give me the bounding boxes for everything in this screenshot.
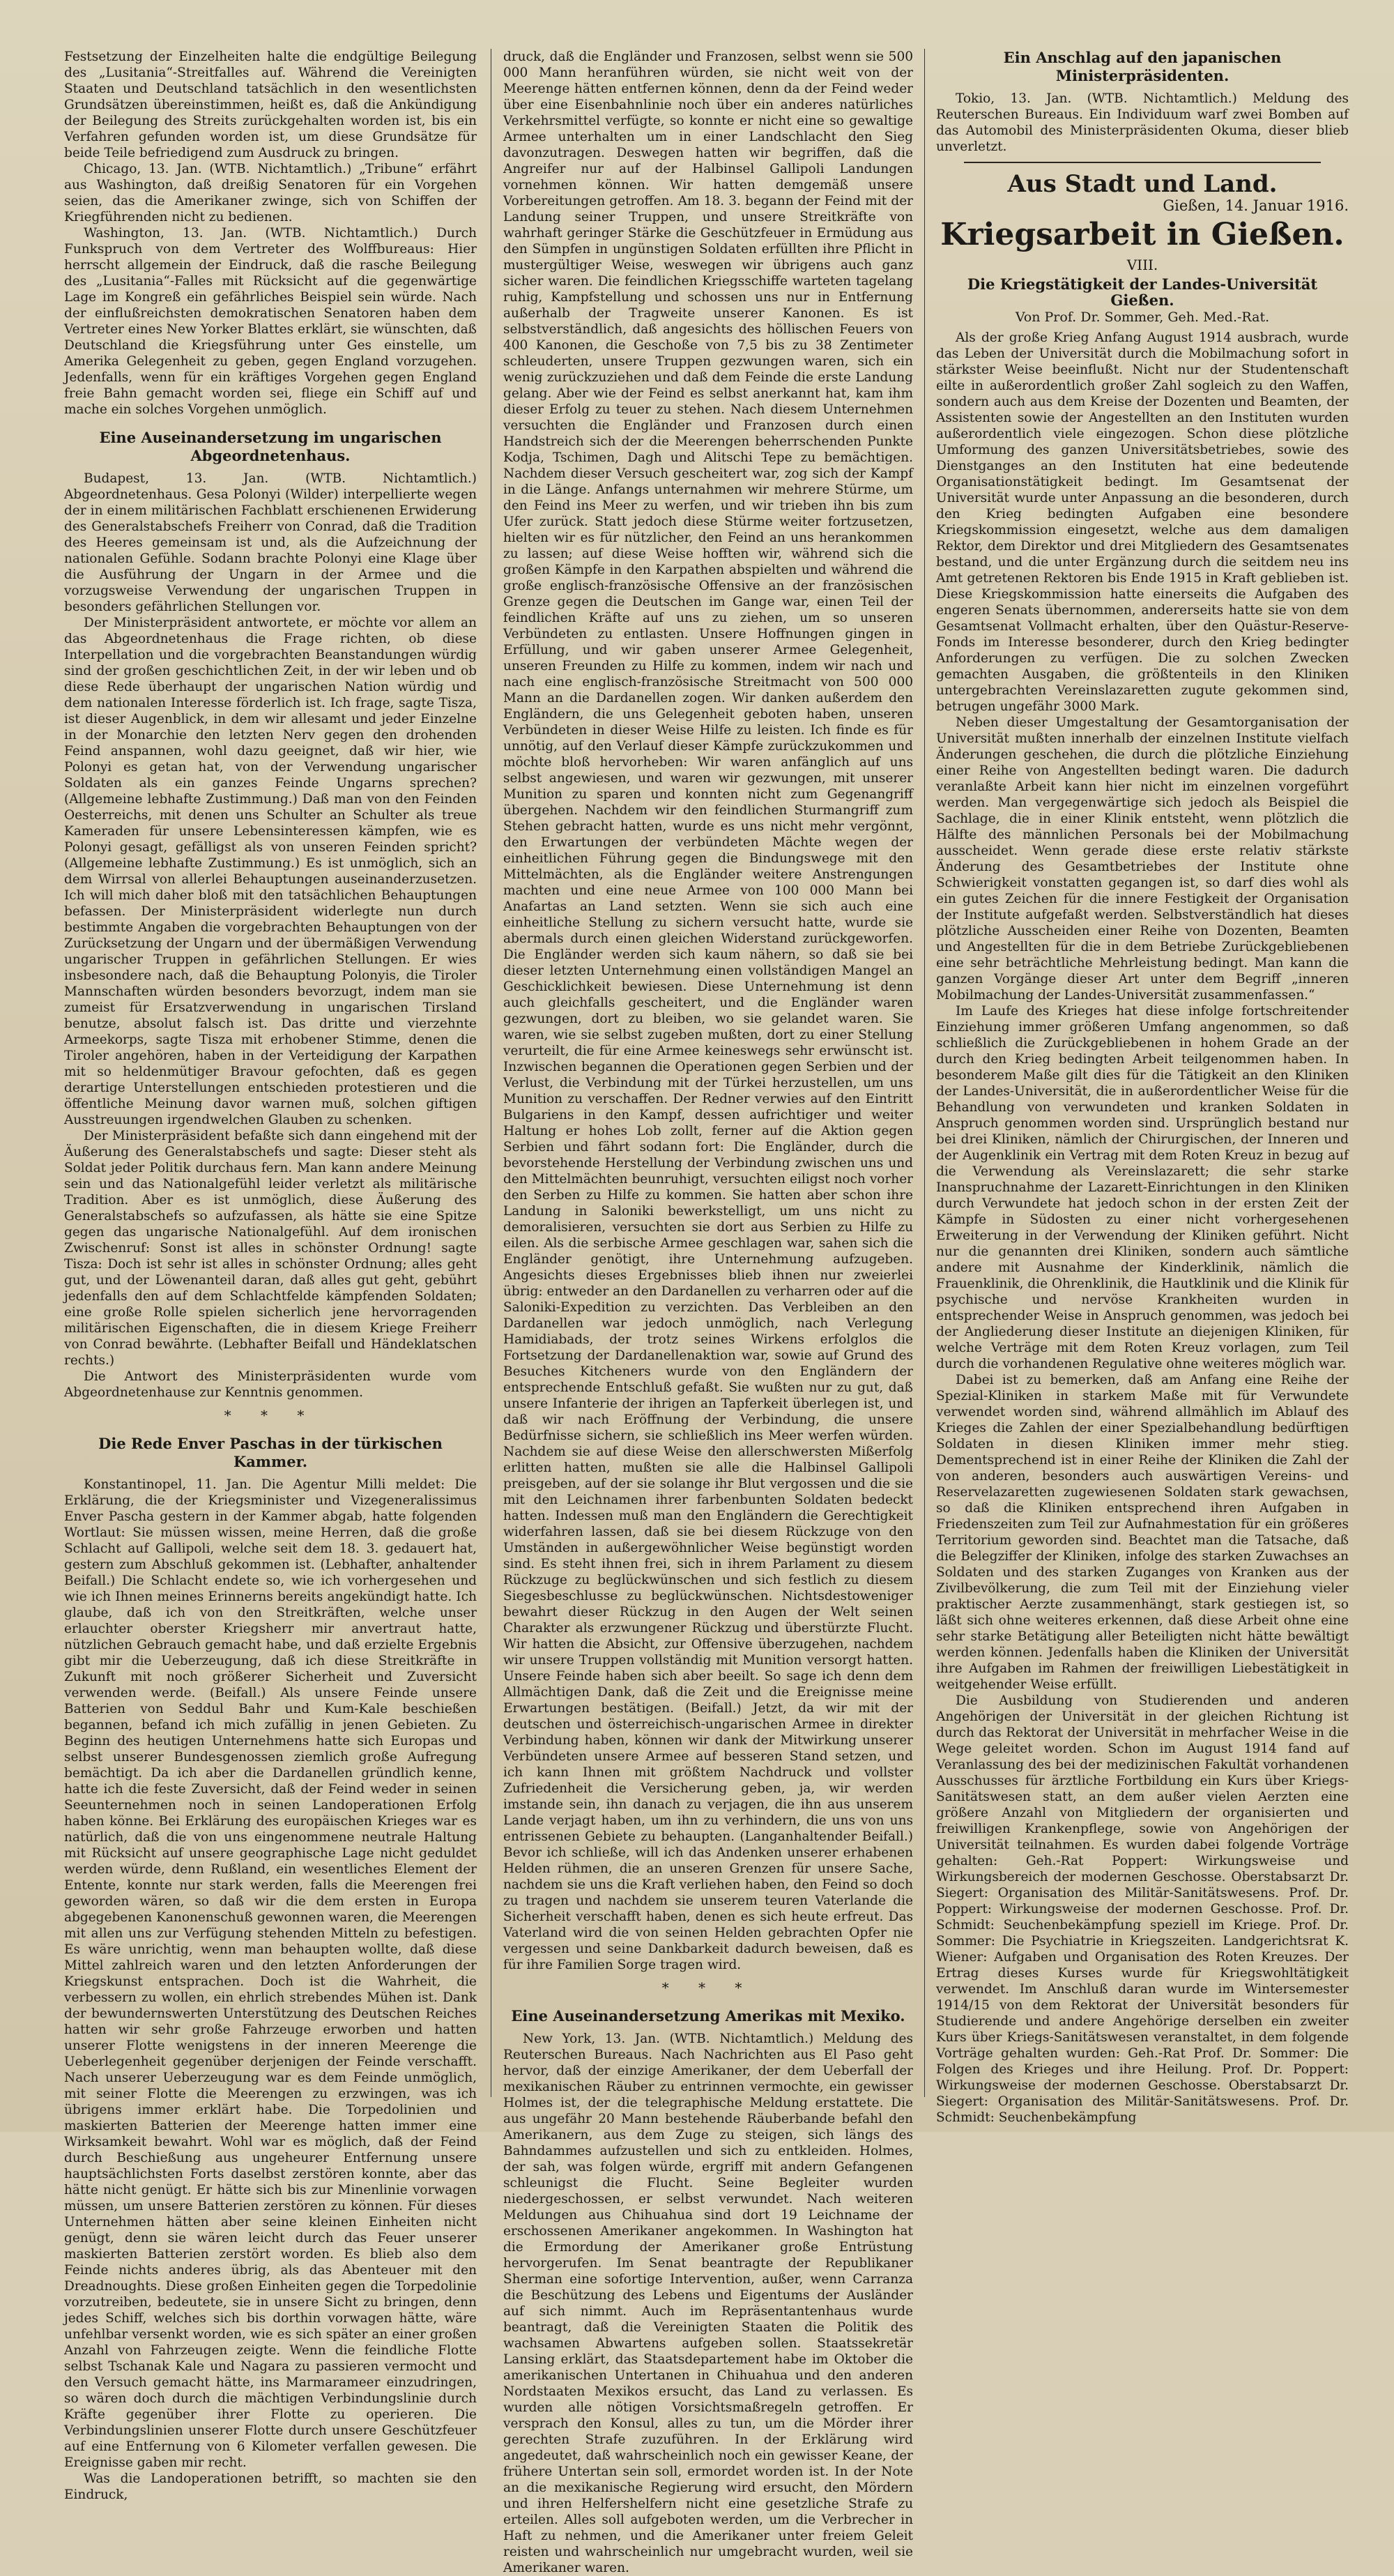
washington-report: Washington, 13. Jan. (WTB. Nichtamtlich.) Durch Funkspruch von dem Vertreter des Wolffbureaus: Hier herrscht allgemein der Eindruck, daß die rasche Beilegung des „Lusitania“-Falles mit Rücksicht auf die gegenwärtige Lage im Kongreß ein gefährliches Beispiel sein würde. Nach der einflußreichsten demokratischen Senatoren haben dem Vertreter eines New Yorker Blattes erklärt, sie wünschten, daß Deutschland die Kriegsführung unter Ges einstelle, um Amerika Gelegenheit zu geben, gegen England vorzugehen. Jedenfalls, wenn für ein kräftiges Vorgehen gegen England freie Bahn gemacht worden sei, fliege ein Schiff auf und mache ein solches Vorgehen unmöglich. — [64, 226, 477, 417]
feature-title: Kriegsarbeit in Gießen. — [940, 217, 1345, 252]
tisza-conclusion: Die Antwort des Ministerpräsidenten wurde vom Abgeordnetenhause zur Kenntnis genommen. — [64, 1369, 477, 1400]
article-heading-hungary: Eine Auseinandersetzung im ungarischen Abgeordnetenhaus. — [99, 429, 442, 464]
chicago-report: Chicago, 13. Jan. (WTB. Nichtamtlich.) „Tribune“ erfährt aus Washington, daß dreißig Senatoren für ein Vorgehen seien, das die Amerikaner zwinge, sich von Schiffen der Kriegführenden nicht zu bedienen. — [64, 162, 477, 224]
mexico-report: New York, 13. Jan. (WTB. Nichtamtlich.) Meldung des Reuterschen Bureaus. Nach Nachrichten aus El Paso geht hervor, daß der einzige Amerikaner, der dem Ueberfall der mexikanischen Räuber zu entrinnen vermochte, ein gewisser Holmes ist, der die telegraphische Meldung erstattete. Die aus ungefähr 20 Mann bestehende Räuberbande befahl den Amerikanern, aus dem Zuge zu steigen, sich längs des Bahndammes aufzustellen und sich zu entkleiden. Holmes, der sah, was folgen würde, ergriff mit andern Gefangenen schleunigst die Flucht. Seine Begleiter wurden niedergeschossen, er selbst verwundet. Nach weiteren Meldungen aus Chihuahua sind dort 19 Leichname der erschossenen Amerikaner angekommen. In Washington hat die Ermordung der Amerikaner große Entrüstung hervorgerufen. Im Senat beantragte der Republikaner Sherman eine sofortige Intervention, außer, wenn Carranza die Beschützung des Lebens und Eigentums der Ausländer auf sich nimmt. Auch im Repräsentantenhaus wurde beantragt, daß die Vereinigten Staaten die Politik des wachsamen Abwartens aufgeben sollen. Staatssekretär Lansing erklärt, das Staatsdepartement habe im Oktober die amerikanischen Untertanen in Chihuahua und den anderen Nordstaaten Mexikos ersucht, das Land zu verlassen. Es wurden alle nötigen Vorsichtsmaßregeln getroffen. Er versprach den Konsul, alles zu tun, um die Mörder ihrer gerechten Strafe zuzuführen. In der Erklärung wird angedeutet, daß wahrscheinlich noch ein gewisser Keane, der frühere Untertan sein soll, ermordet worden ist. In der Note an die mexikanische Regierung wird ersucht, den Mördern und ihren Helfershelfern nicht eine gesetzliche Strafe zu erteilen. Alles soll aufgeboten werden, um die Verbrecher in Haft zu nehmen, und die Amerikaner unter freiem Geleit reisten und wahrscheinlich nur umgebracht wurden, weil sie Amerikaner waren. — [503, 2032, 913, 2575]
column-rule — [924, 49, 925, 2097]
enver-speech: Konstantinopel, 11. Jan. Die Agentur Milli meldet: Die Erklärung, die der Kriegsminister und Vizegeneralissimus Enver Pascha gestern in der Kammer abgab, hatte folgenden Wortlaut: Sie müssen wissen, meine Herren, daß die große Schlacht auf Gallipoli, welche seit dem 18. 3. gedauert hat, gestern zum Abschluß gekommen ist. (Lebhafter, anhaltender Beifall.) Die Schlacht endete so, wie ich vorhergesehen und wie ich Ihnen meines Erinnerns bereits angekündigt hatte. Ich glaube, daß ich von den Streitkräften, welche unser erlauchter oberster Kriegsherr mir anvertraut hatte, nützlichen Gebrauch gemacht habe, und daß erzielte Ergebnis gibt mir die Ueberzeugung, daß ich diese Streitkräfte in Zukunft mit noch größerer Sicherheit und Zuversicht verwenden werde. (Beifall.) Als unsere Feinde unsere Batterien von Seddul Bahr und Kum-Kale beschießen begannen, befand ich mich zufällig in jenen Gebieten. Zu Beginn des heutigen Unternehmens hatte sich Europas und selbst unserer Bundesgenossen ziemlich große Aufregung bemächtigt. Da ich aber die Dardanellen gründlich kenne, hatte ich die feste Zuversicht, daß der Feind weder in seinen Seeunternehmen noch in seinen Landoperationen Erfolg haben könne. Bei Erklärung des europäischen Krieges war es natürlich, daß die von uns eingenommene neutrale Haltung mit Rücksicht auf unsere geographische Lage nicht geduldet werden würde, denn Rußland, ein wesentliches Element der Entente, konnte nur stark werden, falls die Meerengen frei geworden wären, so daß wir die dem ersten in Europa abgegebenen Kanonenschuß gewonnen waren, die Meerengen mit allen uns zur Verfügung stehenden Mitteln zu befestigen. Es wäre unrichtig, wenn man behaupten wollte, daß diese Mittel zahlreich waren und den letzten Anforderungen der Kriegskunst entsprachen. Doch ist die Wahrheit, die verbessern zu wollen, ein ehrlich strebendes Mühen ist. Dank der bewundernswerten Unterstützung des Deutschen Reiches hatten wir sehr große Fahrzeuge erworben und hatten unserer Flotte wenigstens in der inneren Meerenge die Ueberlegenheit gegenüber derjenigen der Feinde verschafft. Nach unserer Ueberzeugung war es dem Feinde unmöglich, mit seiner Flotte die Meerengen zu erzwingen, was ich übrigens immer erklärt habe. Die Torpedolinien und maskierten Batterien der Meerenge hatten immer eine Wirksamkeit bewahrt. Wohl war es möglich, daß der Feind durch Beschießung aus ungeheurer Entfernung unsere hauptsächlichsten Forts daselbst zerstören konnte, aber das hätte nicht genügt. Er hätte sich bis zur Minenlinie vorwagen müssen, um unsere Batterien zerstören zu können. Für dieses Unternehmen hätten aber seine kleinen Einheiten nicht genügt, denn sie wären leicht durch das Feuer unserer maskierten Batterien zerstört worden. Es blieb also dem Feinde nichts anderes übrig, als das Abenteuer mit den Dreadnoughts. Diese großen Einheiten gegen die Torpedolinie vorzutreiben, bedeutete, sie in unsere Sicht zu bringen, denn jedes Schiff, welches sich bis dorthin vorwagen hätte, wäre unfehlbar versenkt worden, wie es sich später an einer großen Anzahl von Fahrzeugen zeigte. Wenn die feindliche Flotte selbst Tschanak Kale und Nagara zu passieren vermocht und den Versuch gemacht hätte, ins Marmarameer einzudringen, so wären doch durch die mächtigen Verbindungslinie durch Kräfte gegenüber ihrer Flotte zu operieren. Die Verbindungslinien unserer Flotte durch unsere Geschützfeuer auf eine Entfernung von 6 Kilometer verfallen gewesen. Die Ereignisse gaben mir recht. — [64, 1477, 477, 2470]
enver-speech-continued: druck, daß die Engländer und Franzosen, selbst wenn sie 500 000 Mann heranführen würden, sie nicht weit von der Meerenge hätten entfernen können, denn da der Feind weder über eine Eisenbahnlinie noch über ein anderes natürliches Verkehrsmittel verfügte, so konnte er nicht eine so gewaltige Armee unterhalten um in einer Landschlacht den Sieg davonzutragen. Deswegen hatten wir begriffen, daß die Angreifer nur auf der Halbinsel Gallipoli Landungen vornehmen können. Wir hatten demgemäß unsere Vorbereitungen getroffen. Am 18. 3. begann der Feind mit der Landung seiner Truppen, und unsere Streitkräfte von wahrhaft geringer Stärke die Geschützfeuer in Ermüdung aus den Sümpfen in ungünstigen Soldaten erfüllten ihre Pflicht in mustergültiger Weise, weswegen wir übrigens auch ganz sicher waren. Die feindlichen Kriegsschiffe warteten tagelang ruhig, Kampfstellung und schossen uns nur in Entfernung außerhalb der Tragweite unserer Kanonen. Es ist selbstverständlich, daß angesichts des höllischen Feuers von 400 Kanonen, die Geschoße von 7,5 bis zu 38 Zentimeter schleuderten, unsere Truppen gezwungen waren, sich ein wenig zurückzuziehen und daß dem Feinde die erste Landung gelang. Aber wie der Feind es selbst anerkannt hat, kam ihm dieser Erfolg zu teuer zu stehen. Nach diesem Unternehmen versuchten die Engländer und Franzosen durch einen Handstreich sich der die Meerengen beherrschenden Punkte Kodja, Tschimen, Dagh und Alitschi Tepe zu bemächtigen. Nachdem dieser Versuch gescheitert war, zog sich der Kampf in die Länge. Anfangs unternahmen wir mehrere Stürme, um den Feind ins Meer zu werfen, und wir trieben ihn bis zum Ufer zurück. Statt jedoch diese Stürme weiter fortzusetzen, hielten wir es für nützlicher, den Feind an uns herankommen zu lassen; auf diese Weise hofften wir, während sich die großen Kämpfe in den Karpathen abspielten und während die große englisch-französische Offensive an der französischen Grenze gegen die Deutschen im Gange war, einen Teil der feindlichen Kräfte auf uns zu ziehen, um so unseren Verbündeten zu entlasten. Unsere Hoffnungen gingen in Erfüllung, und wir gaben unserer Armee Gelegenheit, unseren Freunden zu Hilfe zu kommen, indem wir nach und nach eine englisch-französische Streitmacht von 500 000 Mann an die Dardanellen zogen. Wir danken außerdem den Engländern, die uns Gelegenheit geboten haben, unseren Verbündeten in dieser Weise Hilfe zu leisten. Ich finde es für unnötig, auf den Verlauf dieser Kämpfe zurückzukommen und möchte bloß hervorheben: Wir waren anfänglich auf uns selbst angewiesen, und waren wir gezwungen, mit unserer Munition zu sparen und konnten nicht zum Gegenangriff übergehen. Nachdem wir den feindlichen Sturmangriff zum Stehen gebracht hatten, wurde es uns nicht mehr vergönnt, den Erwartungen der verbündeten Mächte wegen der einheitlichen Führung gegen die Bindungswege mit den Mittelmächten, als die Engländer weitere Anstrengungen machten und eine neue Armee von 100 000 Mann bei Anafartas an Land setzten. Wenn sie sich auch eine einheitliche Stellung zu sichern versucht hatte, wurde sie abermals durch einen gleichen Widerstand zurückgeworfen. Die Engländer werden sich kaum nähern, so daß sie bei dieser letzten Unternehmung einen vollständigen Mangel an Geschicklichkeit bewiesen. Diese Unternehmung ist denn auch gleichfalls gescheitert, und die Engländer waren gezwungen, dort zu bleiben, wo sie gelandet waren. Sie waren, wie sie selbst zugeben mußten, dort zu einer Stellung verurteilt, die für eine Armee keineswegs sehr erwünscht ist. Inzwischen begannen die Operationen gegen Serbien und der Verlust, die Verbindung mit der Türkei herzustellen, um uns Munition zu verschaffen. Der Redner verwies auf den Eintritt Bulgariens in den Kampf, dessen aufrichtiger und weiter Haltung er hohes Lob zollt, ferner auf die Aktion gegen Serbien und fährt sodann fort: Die Engländer, durch die bevorstehende Herstellung der Verbindung zwischen uns und den Mittelmächten beunruhigt, versuchten eiligst noch vorher den Serben zu Hilfe zu kommen. Sie hatten aber schon ihre Landung in Saloniki bewerkstelligt, um uns nicht zu demoralisieren, versuchten sie dort aus Serbien zu Hilfe zu eilen. Als die serbische Armee geschlagen war, sahen sich die Engländer genötigt, ihre Unternehmung aufzugeben. Angesichts dieses Ergebnisses blieb ihnen nur zweierlei übrig: entweder an den Dardanellen zu verharren oder auf die Saloniki-Expedition zu verzichten. Das Verbleiben an den Dardanellen war jedoch unmöglich, nach Verlegung Hamidiabads, der trotz seines Wirkens erfolglos die Fortsetzung der Dardanellenaktion war, sowie auf Grund des Besuches Kitcheners wurde von den Engländern der entsprechende Entschluß gefaßt. Sie wußten nur zu gut, daß unsere Infanterie der ihrigen an Tapferkeit überlegen ist, und daß wir nach Eröffnung der Verbindung, die unsere Bedürfnisse sichern, sie schließlich ins Meer werfen würden. Nachdem sie auf diese Weise den allerschwersten Mißerfolg erlitten hatten, mußten sie alle die Halbinsel Gallipoli preisgeben, auf der sie solange ihr Blut vergossen und die sie mit den Leichnamen ihrer farbenbunten Soldaten bedeckt hatten. Indessen muß man den Engländern die Gerechtigkeit widerfahren lassen, daß sie bei diesem Rückzuge von den Umständen in außergewöhnlicher Weise begünstigt worden sind. Es steht ihnen frei, sich in ihrem Parlament zu diesem Rückzuge zu beglückwünschen und sich festlich zu diesem Siegesbeschlusse zu beglückwünschen. Nichtsdestoweniger bewahrt dieser Rückzug in den Augen der Welt seinen Charakter als erzwungener Rückzug und überstürzte Flucht. Wir hatten die Absicht, zur Offensive überzugehen, nachdem wir unsere Truppen vollständig mit Munition versorgt hatten. Unsere Feinde haben sich aber beeilt. So sage ich denn dem Allmächtigen Dank, daß die Zeit und die Ereignisse meine Erwartungen bestätigen. (Beifall.) Jetzt, da wir mit der deutschen und österreichisch-ungarischen Armee in direkter Verbindung haben, können wir dank der Mitwirkung unserer Verbündeten unsere Armee auf besseren Stand setzen, und ich kann Ihnen mit größtem Nachdruck und vollster Zufriedenheit die Versicherung geben, ja, wir werden imstande sein, ihn danach zu verjagen, die ihn aus unserem Lande verjagt haben, um ihn zu verhindern, die uns von uns entrissenen Gebiete zu behaupten. (Langanhaltender Beifall.) Bevor ich schließe, will ich das Andenken unserer erhabenen Helden rühmen, die an unseren Grenzen für unsere Sache, nachdem sie uns die Kraft verliehen haben, den Feind so doch zu tragen und nachdem sie unserem teuren Vaterlande die Sicherheit verschafft haben, denen es sich heute erfreut. Das Vaterland wird die von seinen Helden gebrachten Opfer nie vergessen und seine Dankbarkeit dadurch beweisen, daß es für ihre Familien Sorge tragen wird. — [503, 49, 913, 1972]
column-1 — [64, 49, 477, 2502]
column-2 — [503, 49, 913, 2575]
dateline: Gießen, 14. Januar 1916. — [1163, 197, 1349, 214]
section-separator: * * * — [224, 1407, 317, 1424]
byline: Von Prof. Dr. Sommer, Geh. Med.-Rat. — [1015, 310, 1270, 325]
university-paragraph-1: Als der große Krieg Anfang August 1914 ausbrach, wurde das Leben der Universität durch die Mobilmachung sofort in stärkster Weise beeinflußt. Nicht nur der Studentenschaft eilte in außerordentlich großer Zahl sogleich zu den Waffen, sondern auch aus dem Kreise der Dozenten und Beamten, der Assistenten sowie der Angestellten an den Instituten wurden außerordentlich viele eingezogen. Schon diese plötzliche Umformung des ganzen Universitätsbetriebes, sowie des Dienstganges an den Instituten hat eine bedeutende Organisationstätigkeit bedingt. Im Gesamtsenat der Universität wurde unter Anpassung an die besonderen, durch den Krieg bedingten Aufgaben eine besondere Kriegskommission eingesetzt, welche aus dem damaligen Rektor, dem Direktor und drei Mitgliedern des Gesamtsenates bestand, und die unter Ergänzung durch die seitdem neu ins Amt getretenen Rektoren bis Ende 1915 in Kraft geblieben ist. Diese Kriegskommission hatte einerseits die Aufgaben des engeren Senats übernommen, andererseits hatte sie von dem Gesamtsenat Vollmacht erhalten, über den Quästur-Reserve-Fonds im Interesse besonderer, durch den Krieg bedingter Anforderungen zu verfügen. Die zu solchen Zwecken gemachten Ausgaben, die größtenteils in den Kliniken untergebrachten Vereinslazaretten zugute gekommen sind, betrugen ungefähr 3000 Mark. — [936, 330, 1349, 714]
university-paragraph-4: Dabei ist zu bemerken, daß am Anfang eine Reihe der Spezial-Kliniken in starkem Maße mit für Verwundete verwendet worden sind, während allmählich im Ablauf des Krieges die Zahlen der einer Spezialbehandlung bedürftigen Soldaten in diesen Kliniken immer mehr stieg. Dementsprechend ist in einer Reihe der Kliniken die Zahl der von anderen, besonders auch auswärtigen Vereins- und Reservelazaretten zugewiesenen Soldaten stark gewachsen, so daß die Kliniken entsprechend ihren Aufgaben in Friedenszeiten zum Teil zur Aufnahmestation für ein größeres Territorium geworden sind. Beachtet man die Tatsache, daß die Belegziffer der Kliniken, infolge des starken Zuwachses an Soldaten und des starken Zuganges von Kranken aus der Zivilbevölkerung, die zum Teil mit der Einziehung vieler praktischer Aerzte zusammenhängt, stark gestiegen ist, so läßt sich ohne weiteres erkennen, daß diese Arbeit ohne eine sehr starke Betätigung aller Beteiligten nicht hätte bewältigt werden können. Jedenfalls haben die Kliniken der Universität ihre Aufgaben im Rahmen der freiwilligen Liebestätigkeit in weitgehender Weise erfüllt. — [936, 1373, 1349, 1692]
tisza-conrad: Der Ministerpräsident befaßte sich dann eingehend mit der Äußerung des Generalstabschefs und sagte: Dieser steht als Soldat jeder Politik durchaus fern. Man kann andere Meinung sein und das Nationalgefühl leider verletzt als militärische Tradition. Aber es ist unmöglich, diese Äußerung des Generalstabschefs so aufzufassen, als hätte sie eine Spitze gegen das ungarische Nationalgefühl. Auf dem ironischen Zwischenruf: Sonst ist alles in schönster Ordnung! sagte Tisza: Doch ist sehr ist alles in schönster Ordnung; alles geht gut, und der Löwenanteil daran, daß alles gut geht, gebührt jedenfalls den auf dem Schlachtfelde kämpfenden Soldaten; eine große Rolle spielen sicherlich jene hervorragenden militärischen Eigenschaften, die in diesem Kriege Freiherr von Conrad bewährte. (Lebhafter Beifall und Händeklatschen rechts.) — [64, 1129, 477, 1368]
tisza-answer: Der Ministerpräsident antwortete, er möchte vor allem an das Abgeordnetenhaus die Frage richten, ob diese Interpellation und die vorgebrachten Beanstandungen würdig sind der großen geschichtlichen Zeit, in der wir leben und ob diese Rede überhaupt der ungarischen Nation würdig und dem nationalen Interesse förderlich ist. Ich frage, sagte Tisza, ist dieser Augenblick, in dem wir allesamt und jeder Einzelne in der Monarchie den letzten Nerv gegen den drohenden Feind anspannen, wohl dazu geeignet, daß wir hier, wie Polonyi es getan hat, von der Verwendung ungarischer Soldaten als ein ganzes Feinde Ungarns sprechen? (Allgemeine lebhafte Zustimmung.) Daß man von den Feinden Oesterreichs, mit denen uns Schulter an Schulter als treue Kameraden für unsere Lebensinteressen kämpfen, wie es Polonyi gesagt, gefälligst als von unseren Feinden spricht? (Allgemeine lebhafte Zustimmung.) Es ist unmöglich, sich an dem Wirrsal von allerlei Behauptungen auseinanderzusetzen. Ich will mich daher bloß mit den tatsächlichen Behauptungen befassen. Der Ministerpräsident widerlegte nun durch bestimmte Angaben die vorgebrachten Behauptungen von der Zurücksetzung der Ungarn und der übermäßigen Verwendung ungarischer Truppen in gefährlichen Stellungen. Er wies insbesondere nach, daß die Behauptung Polonyis, die Tiroler Mannschaften würden besonders bevorzugt, indem man sie zumeist für Ersatzverwendung in ungarischen Tirsland benutze, absolut falsch ist. Das dritte und vierzehnte Armeekorps, sagte Tisza mit erhobener Stimme, denen die Tiroler angehören, haben in der Verteidigung der Karpathen mit so heldenmütiger Bravour gefochten, daß es gegen derartige Unterstellungen entschieden protestieren und die öffentliche Meinung davor warnen muß, solchen giftigen Ausstreuungen irgendwelchen Glauben zu schenken. — [64, 616, 477, 1127]
section-separator: * * * — [661, 1979, 755, 1996]
column-3 — [936, 49, 1349, 2125]
enver-speech-land: Was die Landoperationen betrifft, so machten sie den Eindruck, — [64, 2471, 477, 2502]
section-title: Aus Stadt und Land. — [1007, 170, 1278, 198]
budapest-report: Budapest, 13. Jan. (WTB. Nichtamtlich.) Abgeordnetenhaus. Gesa Polonyi (Wilder) interpellierte wegen der in einem militärischen Fachblatt erschienenen Erwiderung des Generalstabschefs Freiherr von Conrad, daß die Tradition des Heeres gemeinsam ist und, als die Aufzeichnung der nationalen Gefühle. Sodann brachte Polonyi eine Klage über die Ausführung der Ungarn in der Armee und die vorzugsweise Verwendung der ungarischen Truppen in besonders gefährlichen Stellungen vor. — [64, 471, 477, 614]
article-heading-japan: Ein Anschlag auf den japanischen Ministerpräsidenten. — [1003, 49, 1282, 84]
lusitania-continued: Festsetzung der Einzelheiten halte die endgültige Beilegung des „Lusitania“-Streitfalles auf. Während die Vereinigten Staaten und Deutschland tatsächlich in den wesentlichsten Grundsätzen übereinstimmen, heißt es, daß die Ankündigung der Beilegung des Streits zurückgehalten worden ist, bis ein Verfahren gefunden worden ist, um diese Grundsätze für beide Teile befriedigend zum Ausdruck zu bringen. — [64, 49, 477, 160]
university-paragraph-2: Neben dieser Umgestaltung der Gesamtorganisation der Universität mußten innerhalb der einzelnen Institute vielfach Änderungen geschehen, die durch die plötzliche Einziehung einer Reihe von Angestellten bedingt waren. Die dadurch veranlaßte Arbeit kann hier nicht im einzelnen vorgeführt werden. Man vergegenwärtige sich jedoch als Beispiel die Sachlage, die in einer Klinik entsteht, wenn plötzlich die Hälfte des männlichen Personals bei der Mobilmachung ausscheidet. Wenn gerade diese erste relativ stärkste Änderung des Gesamtbetriebes der Institute ohne Schwierigkeit vonstatten gegangen ist, so darf dies wohl als ein gutes Zeichen für die innere Festigkeit der Organisation der Institute aufgefaßt werden. Selbstverständlich hat dieses plötzliche Ausscheiden einer Reihe von Dozenten, Beamten und Angestellten für die in dem Betriebe Zurückgebliebenen eine sehr beträchtliche Mehrleistung bedingt. Man kann die ganzen Vorgänge dieser Art unter dem Begriff „inneren Mobilmachung der Landes-Universität zusammenfassen.“ — [936, 715, 1349, 1003]
university-paragraph-3: Im Laufe des Krieges hat diese infolge fortschreitender Einziehung immer größeren Umfang angenommen, so daß schließlich die Zurückgebliebenen in hohem Grade an der durch den Krieg bedingten Arbeit teilgenommen haben. In besonderem Maße gilt dies für die Tätigkeit an den Kliniken der Landes-Universität, die in außerordentlicher Weise für die Behandlung von verwundeten und kranken Soldaten in Anspruch genommen worden sind. Ursprünglich bestand nur bei drei Kliniken, nämlich der Chirurgischen, der Inneren und der Augenklinik ein Vertrag mit dem Roten Kreuz in bezug auf die Verwendung als Vereinslazarett; die sehr starke Inanspruchnahme der Lazarett-Einrichtungen in den Kliniken durch Verwundete hat jedoch schon in der ersten Zeit der Kämpfe in Südosten zu einer nicht vorhergesehenen Erweiterung in der Verwendung der Kliniken geführt. Nicht nur die genannten drei Kliniken, sondern auch sämtliche andere mit Ausnahme der Kinderklinik, nämlich die Frauenklinik, die Ohrenklinik, die Hautklinik und die Klinik für psychische und nervöse Krankheiten wurden in entsprechender Weise in Anspruch genommen, was jedoch bei der Angliederung dieser Institute an diejenigen Kliniken, für welche Verträge mit dem Roten Kreuz vorlagen, zum Teil durch die vorhandenen Regulative ohne weiteres möglich war. — [936, 1004, 1349, 1371]
article-heading-mexico: Eine Auseinandersetzung Amerikas mit Mexiko. — [511, 2007, 905, 2025]
series-number: VIII. — [1126, 257, 1158, 273]
university-paragraph-5: Die Ausbildung von Studierenden und anderen Angehörigen der Universität in der gleichen Richtung ist durch das Rektorat der Universität in mehrfacher Weise in die Wege geleitet worden. Schon im August 1914 fand auf Veranlassung des bei der medizinischen Fakultät vorhandenen Ausschusses für ärztliche Fortbildung ein Kurs über Kriegs-Sanitätswesen statt, an dem außer vielen Aerzten eine größere Anzahl von Mitgliedern der organisierten und freiwilligen Krankenpflege, sowie von Angehörigen der Universität teilnahmen. Es wurden dabei folgende Vorträge gehalten: Geh.-Rat Poppert: Wirkungsweise und Wirkungsbereich der modernen Geschosse. Oberstabsarzt Dr. Siegert: Organisation des Militär-Sanitätswesens. Prof. Dr. Poppert: Wirkungsweise der modernen Geschosse. Prof. Dr. Schmidt: Seuchenbekämpfung speziell im Kriege. Prof. Dr. Sommer: Die Psychiatrie in Kriegszeiten. Landgerichtsrat K. Wiener: Aufgaben und Organisation des Roten Kreuzes. Der Ertrag dieses Kurses wurde für Kriegswohltätigkeit verwendet. Im Anschluß daran wurde im Wintersemester 1914/15 von dem Rektorat der Universität besonders für Studierende und andere Angehörige derselben ein zweiter Kurs über Kriegs-Sanitätswesen veranstaltet, in dem folgende Vorträge gehalten wurden: Geh.-Rat Prof. Dr. Sommer: Die Folgen des Krieges und ihre Heilung. Prof. Dr. Poppert: Wirkungsweise der modernen Geschosse. Oberstabsarzt Dr. Siegert: Organisation des Militär-Sanitätswesens. Prof. Dr. Schmidt: Seuchenbekämpfung — [936, 1693, 1349, 2125]
tokio-report: Tokio, 13. Jan. (WTB. Nichtamtlich.) Meldung des Reuterschen Bureaus. Ein Individuum warf zwei Bomben auf das Automobil des Ministerpräsidenten Okuma, dieser blieb unverletzt. — [936, 91, 1349, 154]
divider — [964, 162, 1321, 163]
article-heading-enver: Die Rede Enver Paschas in der türkischen Kammer. — [98, 1435, 443, 1470]
feature-subhead: Die Kriegstätigkeit der Landes-Universität Gießen. — [967, 275, 1318, 309]
